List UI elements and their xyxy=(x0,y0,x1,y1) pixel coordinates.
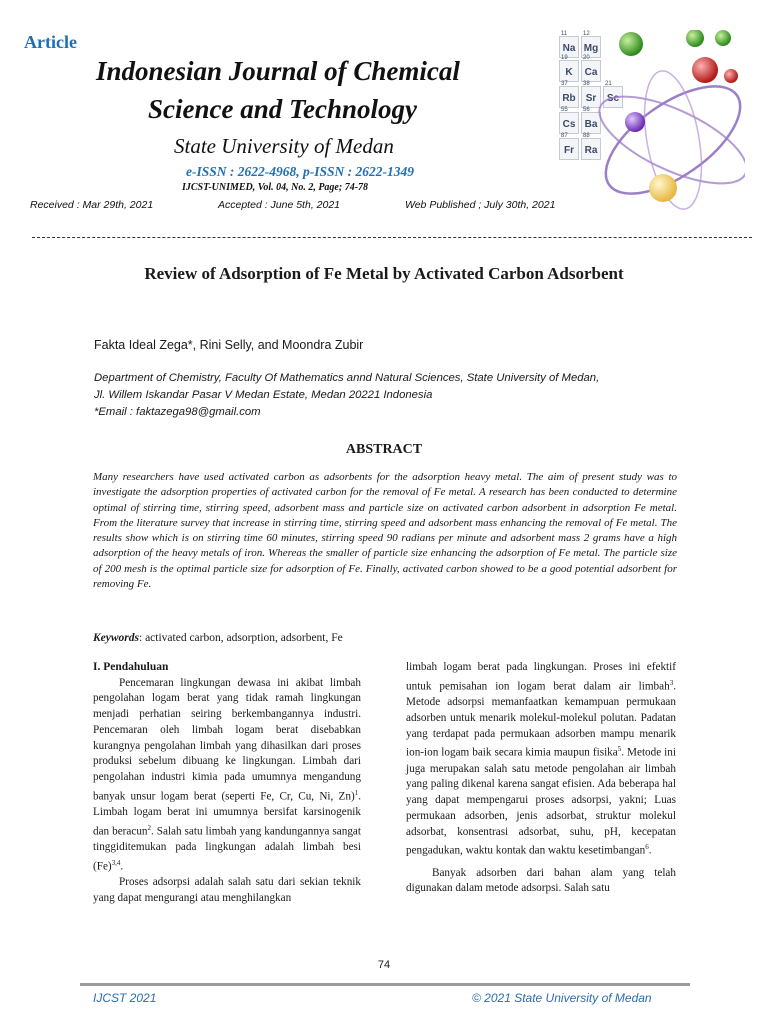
atom-red xyxy=(692,57,718,83)
citation: 3 xyxy=(669,678,674,687)
footer-copyright: © 2021 State University of Medan xyxy=(472,991,652,1005)
element-symbol: Mg xyxy=(583,43,599,54)
right-paragraph-1 xyxy=(406,660,676,860)
keywords xyxy=(93,632,343,644)
element-symbol: Rb xyxy=(562,93,576,104)
element-number: 12 xyxy=(583,31,590,37)
element-symbol: Ba xyxy=(584,119,598,130)
footer-journal: IJCST 2021 xyxy=(93,991,157,1005)
text: . Salah satu limbah yang kandungannya sangat tinggiditemukan pada lingkungan adalah limbah besi (Fe) xyxy=(93,825,362,873)
citation: 1 xyxy=(354,788,359,797)
element-symbol: K xyxy=(565,67,573,78)
element-number: 88 xyxy=(583,133,590,139)
element-number: 21 xyxy=(605,81,612,87)
atom-yellow xyxy=(649,174,677,202)
text: Pencemaran lingkungan dewasa ini akibat limbah pengolahan logam berat yang tidak ramah lingkungan menjadi perhatian seiring berkembangannya industri. Pencemaran oleh limbah logam berat disebabkan kurangnya pengolahan limbah yang dihasilkan dari proses produksi sebelum dibuang ke lingkungan. Limbah dari pengolahan industri kimia pada umumnya mengandung banyak unsur logam berat (seperti Fe, Cr, Cu, Ni, Zn) xyxy=(93,676,361,803)
left-paragraph-1 xyxy=(93,676,361,876)
text: . Metode ini juga merupakan salah satu metode pengolahan air limbah yang paling dikenal karena sangat efisien. Ada beberapa hal yang dapat mempengarui proses adsorpsi, yakni; Luas permukaan adsorben, jenis adsorbat, struktur molekul adsorbat, konsentrasi adsorbat, suhu, pH, kecepatan pengadukan, waktu kontak dan waktu kesetimbangan xyxy=(406,746,676,857)
authors: Fakta Ideal Zega*, Rini Selly, and Moondra Zubir xyxy=(94,338,364,352)
abstract-text: Many researchers have used activated carbon as adsorbents for the adsorption heavy metal. The aim of present study was to investigate the adsorption properties of activated carbon for the removal of Fe metal. A research has been conducted to determine optimal of stirring time, stirring speed, adsorbent mass and particle size on activated carbon adsorbent in adsorption Fe metal. From the literature survey that increase in stirring time, stirring speed and adsorbent mass enhancing the removal of Fe metal. The results show which is on stirring time 60 minutes, stirring speed 90 radians per minute and adsorbent mass 2 grams have a high adsorption of the heavy metals of iron. Whereas the smaller of particle size enhancing the adsorption of Fe metal. The particle size of 200 mesh is the optimal particle size for adsorption of Fe. Finally, activated carbon showed to be a good potential adsorbent for removing Fe. xyxy=(93,471,677,591)
abstract-heading: ABSTRACT xyxy=(345,442,423,457)
keywords-list: : activated carbon, adsorption, adsorbent, Fe xyxy=(139,632,343,644)
element-symbol: Cs xyxy=(562,119,576,130)
text: . xyxy=(648,844,652,857)
text: . xyxy=(120,860,124,873)
section-heading: I. Pendahuluan xyxy=(93,661,169,673)
element-number: 37 xyxy=(561,81,568,87)
atom-green-small xyxy=(686,30,704,47)
text: limbah logam berat pada lingkungan. Proses ini efektif untuk pemisahan ion logam berat dalam air limbah xyxy=(406,661,676,693)
element-number: 56 xyxy=(583,107,590,113)
published-date: Web Published ; July 30th, 2021 xyxy=(405,199,556,211)
element-symbol: Fr xyxy=(564,145,574,156)
atom-orbit-illustration xyxy=(555,30,745,228)
affiliation-line1: Department of Chemistry, Faculty Of Mathematics annd Natural Sciences, State University of Medan, xyxy=(94,372,600,384)
element-number: 11 xyxy=(561,31,568,37)
element-number: 20 xyxy=(583,55,590,61)
right-column xyxy=(406,660,676,897)
issn: e-ISSN : 2622-4968, p-ISSN : 2622-1349 xyxy=(186,164,415,179)
accepted-date: Accepted : June 5th, 2021 xyxy=(218,199,341,211)
element-symbol: Ra xyxy=(584,145,598,156)
element-number: 87 xyxy=(561,133,568,139)
right-paragraph-2: Banyak adsorben dari bahan alam yang telah digunakan dalam metode adsorpsi. Salah satu xyxy=(406,866,676,895)
keywords-label: Keywords xyxy=(93,632,139,644)
atom-green-small xyxy=(715,30,731,46)
publisher: State University of Medan xyxy=(174,134,394,158)
text: . Limbah logam berat ini umumnya bersifat karsinogenik dan beracun xyxy=(93,790,361,838)
atom-red-small xyxy=(724,69,738,83)
left-column xyxy=(93,660,361,907)
paper-title: Review of Adsorption of Fe Metal by Activated Carbon Adsorbent xyxy=(144,264,624,283)
affiliation-line2: Jl. Willem Iskandar Pasar V Medan Estate, Medan 20221 Indonesia xyxy=(94,389,433,401)
author-email: *Email : faktazega98@gmail.com xyxy=(94,406,261,418)
atom-purple xyxy=(625,112,645,132)
volume-info: IJCST-UNIMED, Vol. 04, No. 2, Page; 74-78 xyxy=(182,182,369,193)
element-symbol: Sr xyxy=(585,93,597,104)
citation: 6 xyxy=(645,843,649,852)
element-symbol: Sc xyxy=(606,93,620,104)
element-number: 55 xyxy=(561,107,568,113)
received-date: Received : Mar 29th, 2021 xyxy=(30,199,154,211)
citation: 3,4 xyxy=(111,858,121,867)
element-symbol: Ca xyxy=(584,67,598,78)
periodic-table-graphic xyxy=(555,30,745,228)
citation: 5 xyxy=(617,745,622,754)
footer-divider xyxy=(80,983,690,986)
left-paragraph-2: Proses adsorpsi adalah salah satu dari sekian teknik yang dapat mengurangi atau menghilangkan xyxy=(93,876,361,905)
header-divider xyxy=(32,237,752,238)
page-number: 74 xyxy=(377,959,391,971)
citation: 2 xyxy=(147,823,152,832)
journal-title-line1: Indonesian Journal of Chemical xyxy=(96,56,460,86)
element-symbol: Na xyxy=(562,43,576,54)
element-number: 19 xyxy=(561,55,568,61)
element-number: 38 xyxy=(583,81,590,87)
atom-green xyxy=(619,32,643,56)
journal-title-line2: Science and Technology xyxy=(148,94,417,124)
article-label: Article xyxy=(24,32,77,52)
text: . Metode adsorpsi memanfaatkan kemampuan permukaan adsorben untuk menarik molekul-molekul polutan. Padatan yang terdapat pada permukaan adsorben mampu menarik ion-ion logam baik secara kimia maupun fisika xyxy=(406,680,676,759)
